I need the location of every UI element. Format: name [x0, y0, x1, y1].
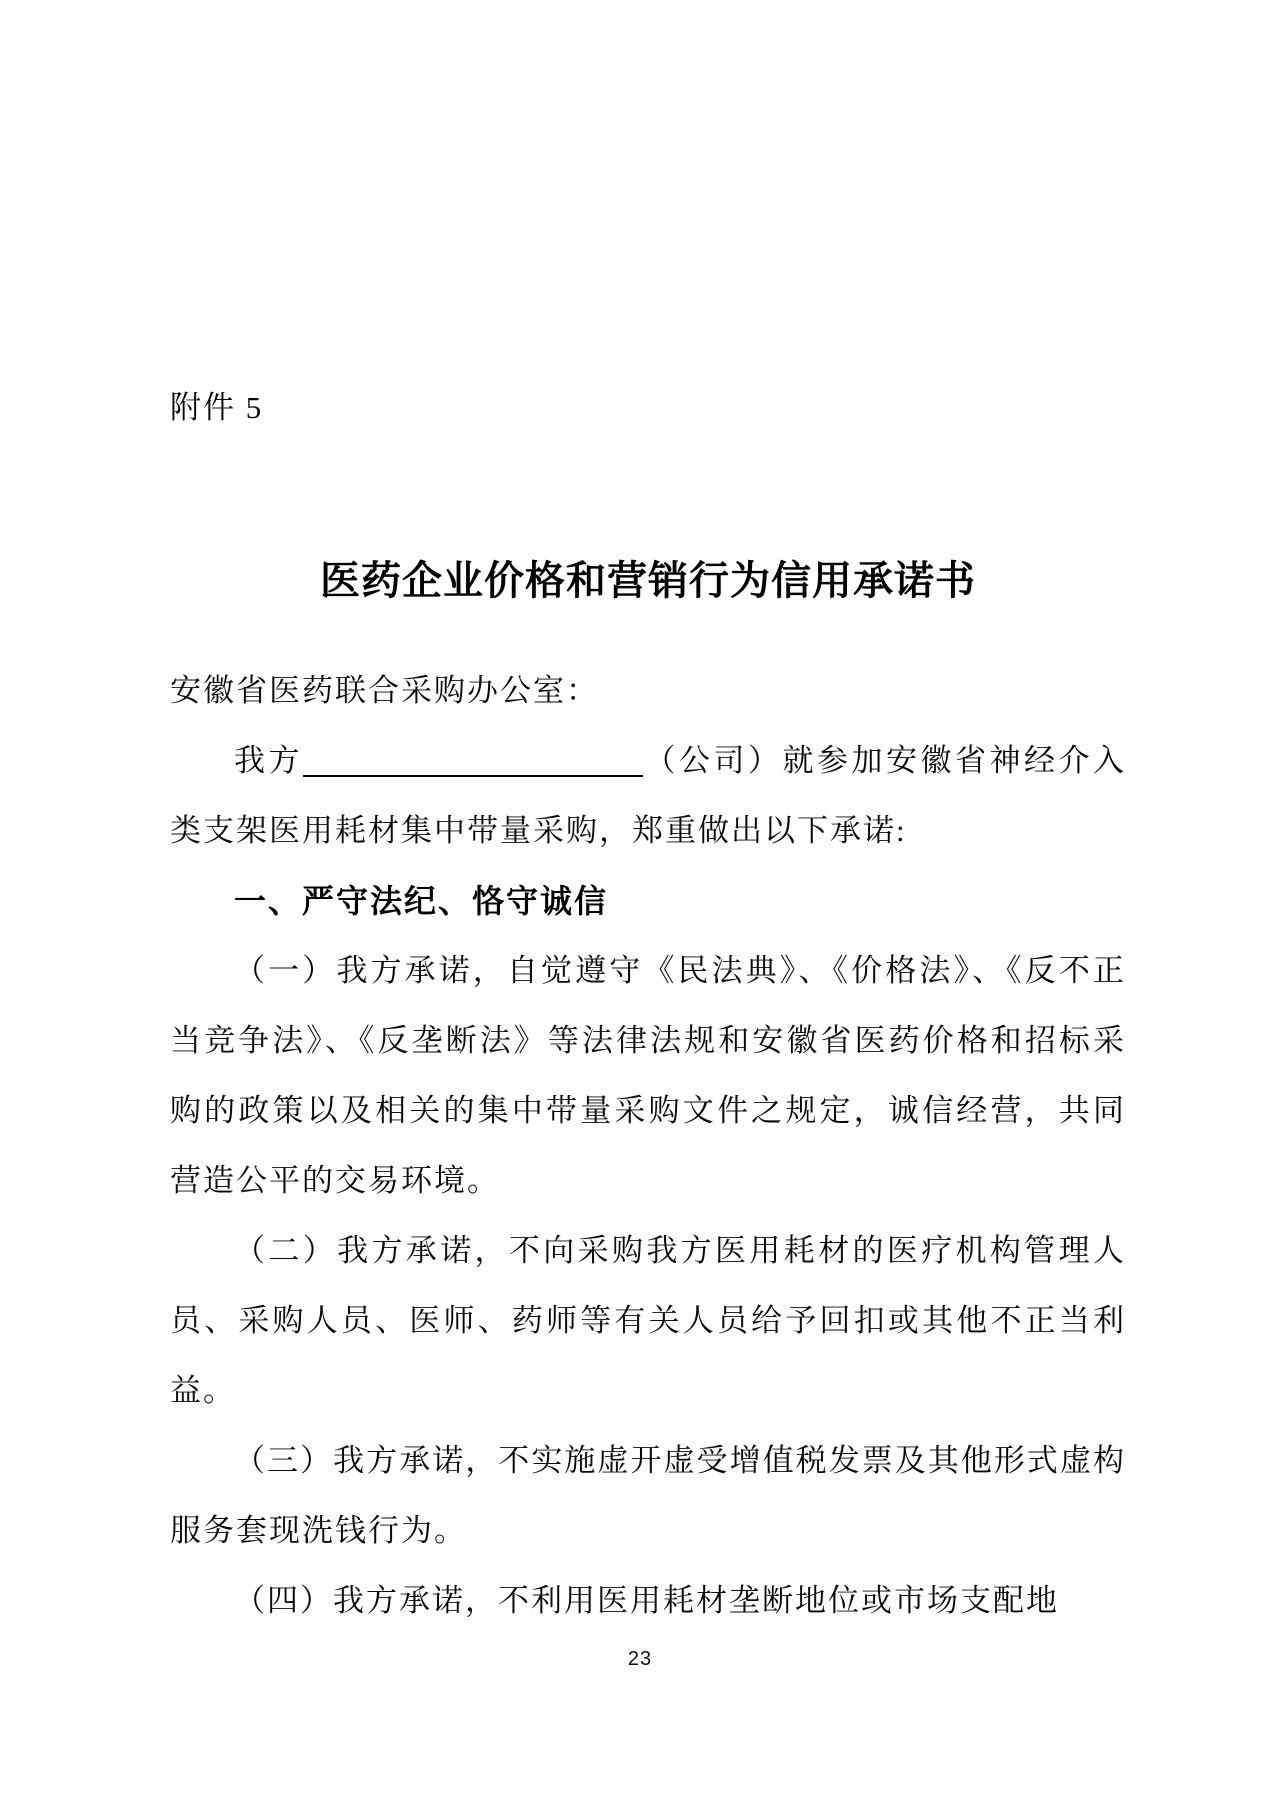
clause-3-paragraph: （三）我方承诺，不实施虚开虚受增值税发票及其他形式虚构服务套现洗钱行为。 [170, 1443, 1126, 1548]
section-1-heading: 一、严守法纪、恪守诚信 [234, 883, 609, 919]
clause-4-paragraph: （四）我方承诺，不利用医用耗材垄断地位或市场支配地 [234, 1583, 1059, 1618]
company-name-blank [303, 767, 643, 777]
intro-suffix: （公司）就参加安徽省神经介入类支架医用耗材集中带量采购，郑重做出以下承诺: [170, 743, 1126, 848]
clause-1-paragraph: （一）我方承诺，自觉遵守《民法典》、《价格法》、《反不正当竞争法》、《反垄断法》等法律法规和安徽省医药价格和招标采购的政策以及相关的集中带量采购文件之规定，诚信经营，共同营造公平的交易环境。 [170, 953, 1126, 1198]
salutation-line: 安徽省医药联合采购办公室： [170, 673, 599, 708]
attachment-label: 附件 5 [170, 390, 264, 425]
clause-2-paragraph: （二）我方承诺，不向采购我方医用耗材的医疗机构管理人员、采购人员、医师、药师等有关人员给予回扣或其他不正当利益。 [170, 1233, 1126, 1408]
page-number: 23 [627, 1648, 653, 1670]
intro-paragraph [170, 726, 1126, 866]
intro-prefix: 我方 [234, 743, 303, 778]
document-title: 医药企业价格和营销行为信用承诺书 [320, 559, 976, 603]
